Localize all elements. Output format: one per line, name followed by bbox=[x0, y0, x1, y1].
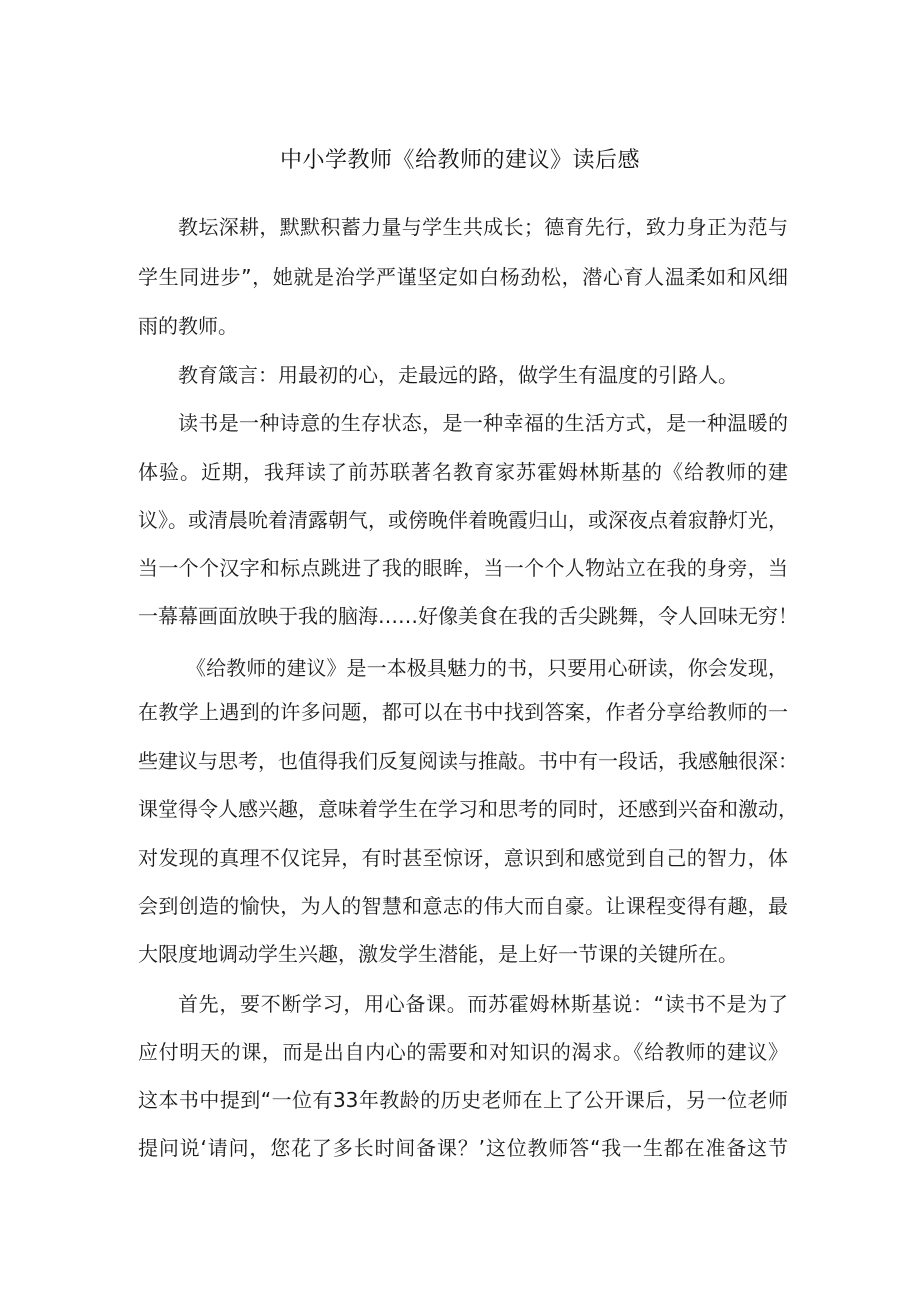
paragraph-line: 《给教师的建议》是一本极具魅力的书，只要用心研读，你会发现， bbox=[186, 656, 788, 680]
paragraph-line: 大限度地调动学生兴趣，激发学生潜能，是上好一节课的关键所在。 bbox=[138, 942, 738, 966]
paragraph-line: 雨的教师。 bbox=[138, 314, 238, 338]
paragraph-line: 议》。或清晨吮着清露朝气，或傍晚伴着晚霞归山，或深夜点着寂静灯光， bbox=[138, 508, 788, 532]
paragraph-line: 教坛深耕，默默积蓄力量与学生共成长；德育先行，致力身正为范与 bbox=[178, 215, 788, 239]
paragraph-line: 学生同进步”，她就是治学严谨坚定如白杨劲松，潜心育人温柔如和风细 bbox=[138, 265, 788, 289]
paragraph-line: 读书是一种诗意的生存状态，是一种幸福的生活方式，是一种温暖的 bbox=[178, 411, 788, 435]
paragraph-line: 会到创造的愉快，为人的智慧和意志的伟大而自豪。让课程变得有趣，最 bbox=[138, 894, 788, 918]
paragraph-line: 教育箴言：用最初的心，走最远的路，做学生有温度的引路人。 bbox=[178, 363, 738, 387]
paragraph-line: 课堂得令人感兴趣，意味着学生在学习和思考的同时，还感到兴奋和激动， bbox=[138, 797, 798, 821]
paragraph-line: 应付明天的课，而是出自内心的需要和对知识的渴求。《给教师的建议》 bbox=[138, 1040, 788, 1064]
paragraph-line: 提问说‘请问，您花了多长时间备课？’这位教师答“我一生都在准备这节 bbox=[138, 1136, 788, 1160]
paragraph-line: 在教学上遇到的许多问题，都可以在书中找到答案，作者分享给教师的一 bbox=[138, 700, 788, 724]
document-title: 中小学教师《给教师的建议》读后感 bbox=[279, 148, 640, 173]
paragraph-line: 体验。近期，我拜读了前苏联著名教育家苏霍姆林斯基的《给教师的建 bbox=[138, 460, 788, 484]
paragraph-line: 当一个个汉字和标点跳进了我的眼眸，当一个个人物站立在我的身旁，当 bbox=[138, 556, 788, 580]
paragraph-line: 这本书中提到“一位有33年教龄的历史老师在上了公开课后，另一位老师 bbox=[138, 1088, 788, 1112]
paragraph-line: 首先，要不断学习，用心备课。而苏霍姆林斯基说：“读书不是为了 bbox=[178, 992, 788, 1016]
paragraph-line: 对发现的真理不仅诧异，有时甚至惊讶，意识到和感觉到自己的智力，体 bbox=[138, 846, 788, 870]
paragraph-line: 一幕幕画面放映于我的脑海……好像美食在我的舌尖跳舞，令人回味无穷！ bbox=[138, 604, 798, 628]
paragraph-line: 些建议与思考，也值得我们反复阅读与推敲。书中有一段话，我感触很深： bbox=[138, 749, 798, 773]
